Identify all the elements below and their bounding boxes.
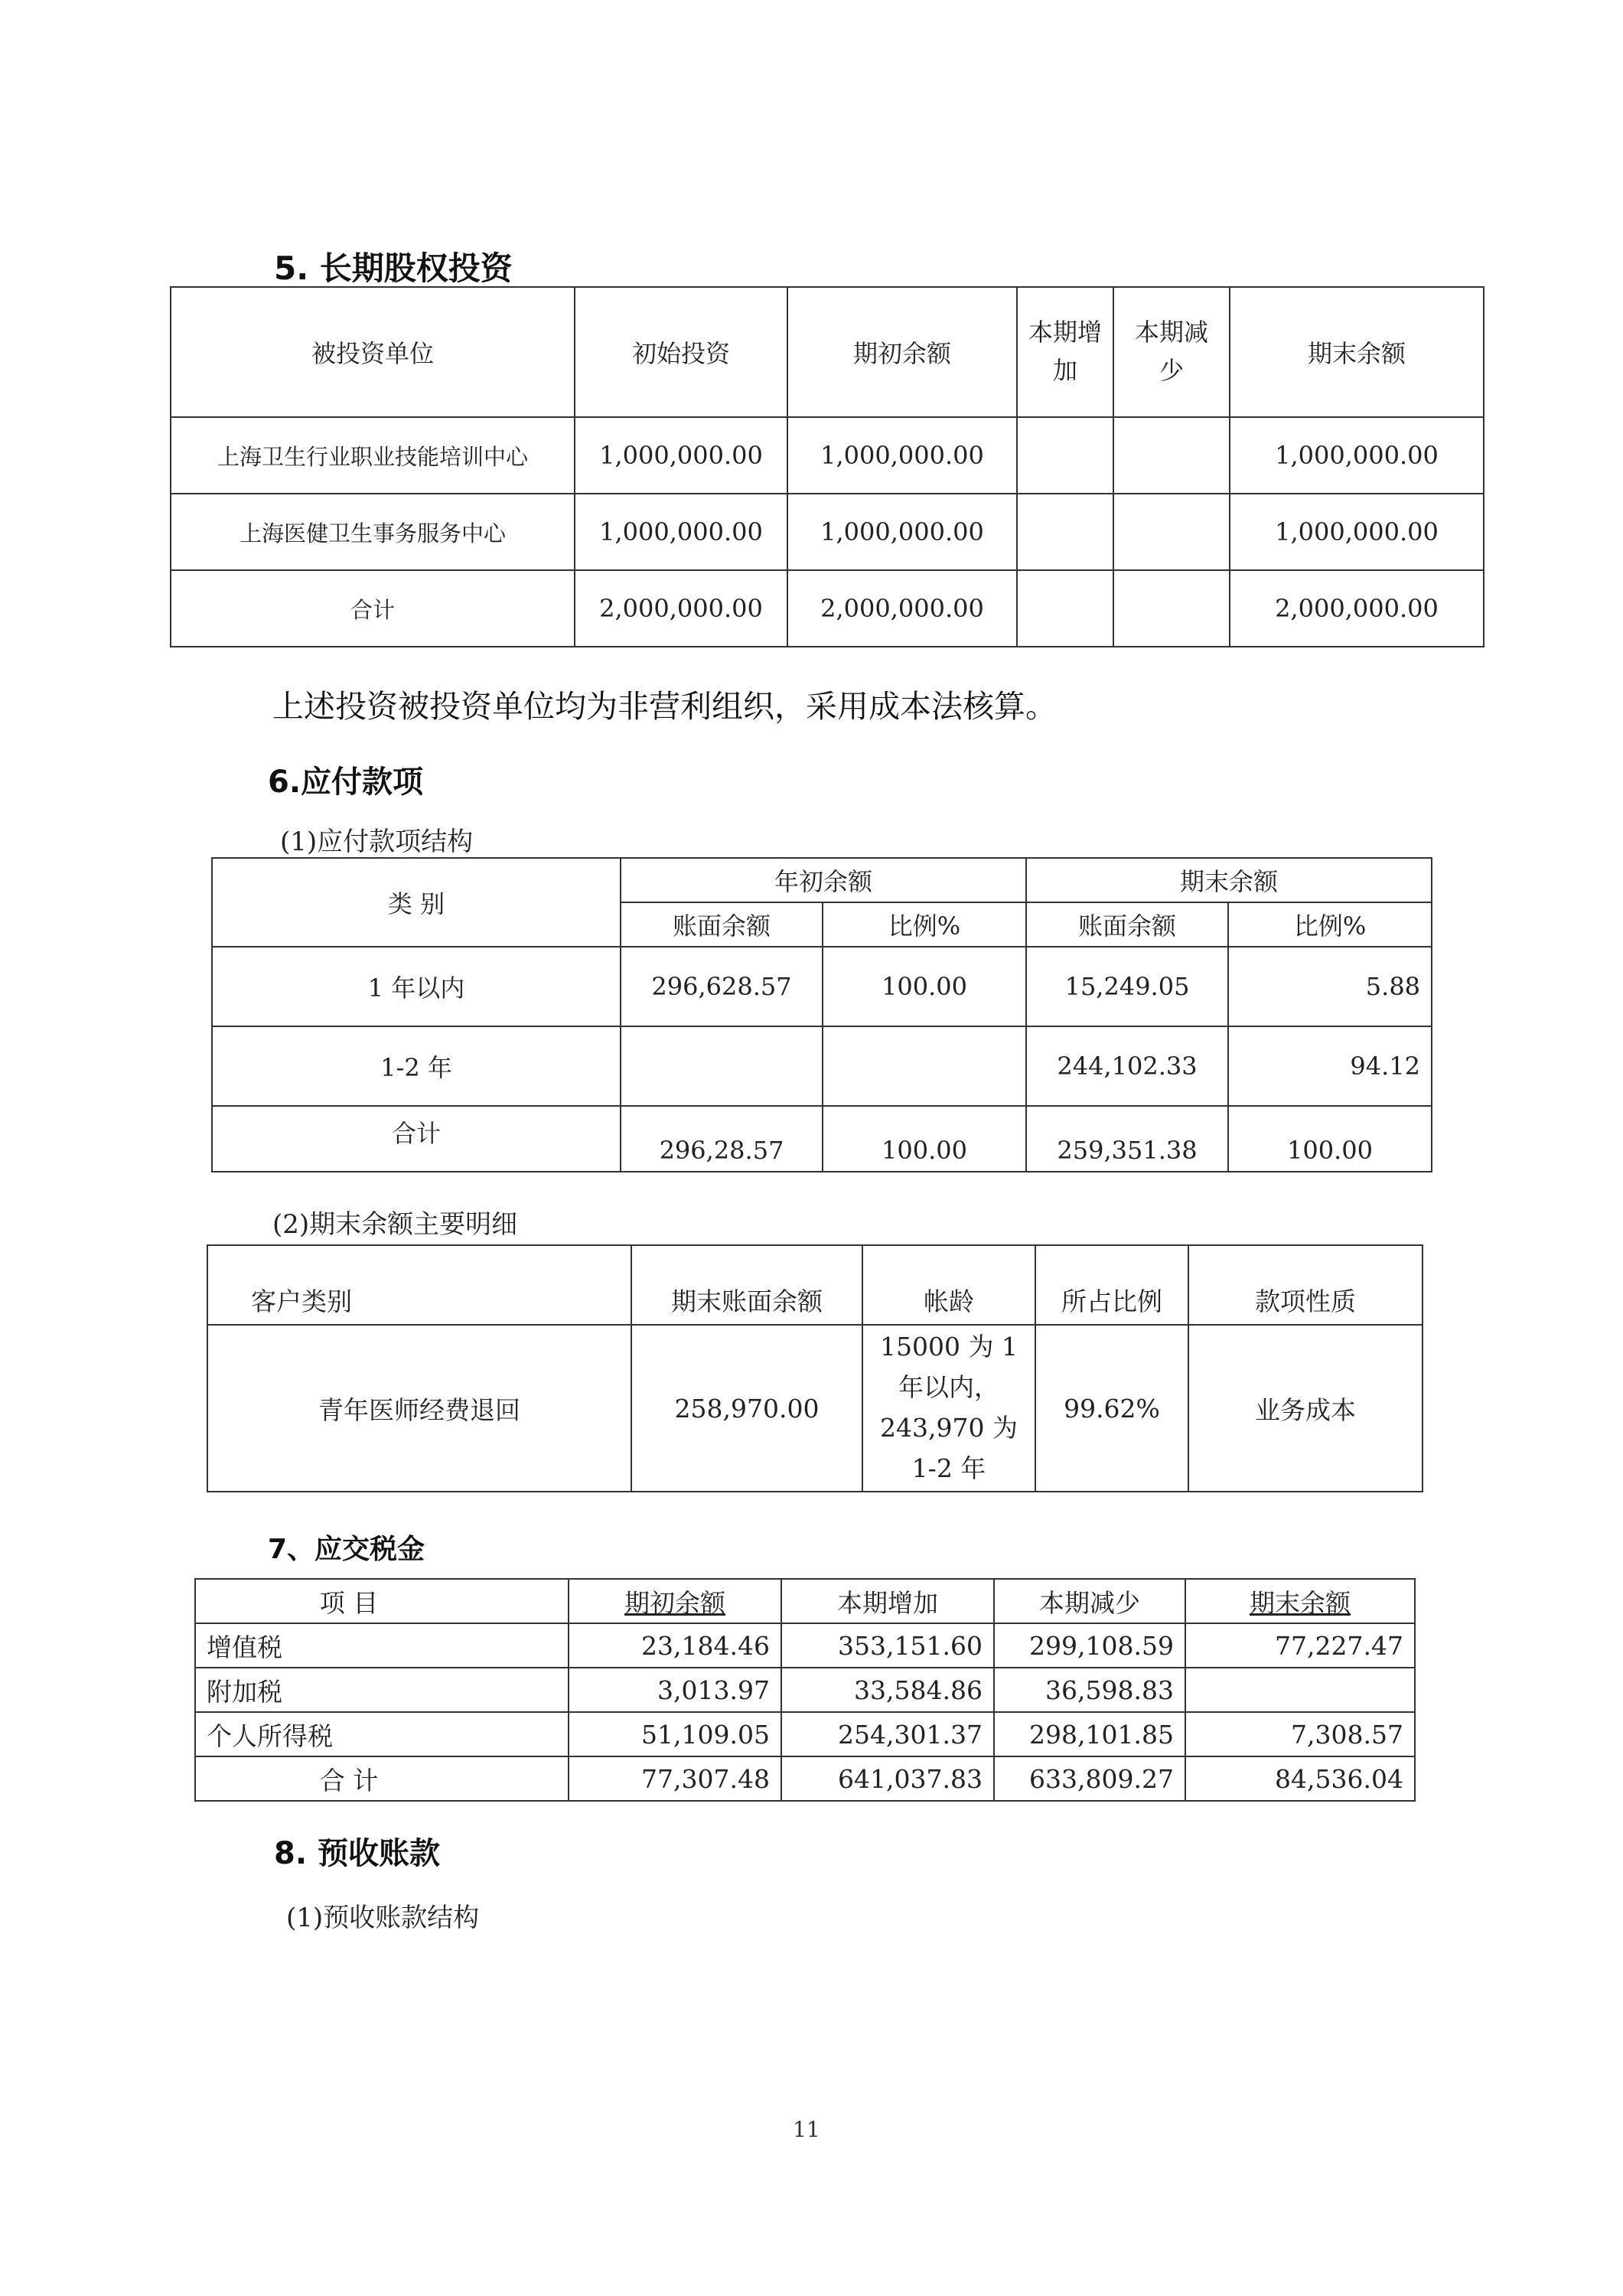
cell: 633,809.27 [994, 1756, 1185, 1801]
cell [1017, 494, 1113, 570]
cell: 23,184.46 [569, 1623, 781, 1668]
cell [1113, 570, 1230, 647]
cell: 3,013.97 [569, 1668, 781, 1712]
cell: 7,308.57 [1185, 1712, 1415, 1756]
header-cell: 比例% [1228, 902, 1432, 947]
section-6-heading: 6.应付款项 [268, 765, 424, 800]
table-header-row [212, 858, 1432, 902]
cell: 298,101.85 [994, 1712, 1185, 1756]
cell: 上海卫生行业职业技能培训中心 [171, 417, 575, 494]
header-cell: 本期增加 [1017, 287, 1113, 417]
cell: 5.88 [1228, 947, 1432, 1026]
header-cell: 本期增加 [781, 1579, 994, 1623]
cell: 33,584.86 [781, 1668, 994, 1712]
header-cell: 帐龄 [862, 1245, 1035, 1325]
table-row [212, 947, 1432, 1026]
header-cell: 项 目 [195, 1579, 569, 1623]
table-row [207, 1325, 1423, 1492]
cell: 15000 为 1 年以内，243,970 为 1-2 年 [862, 1325, 1035, 1492]
header-cell: 期末余额 [1185, 1579, 1415, 1623]
cell: 258,970.00 [631, 1325, 862, 1492]
taxes-payable-table [194, 1578, 1416, 1802]
header-cell: 期末账面余额 [631, 1245, 862, 1325]
table-header-row [195, 1579, 1415, 1623]
cell: 2,000,000.00 [575, 570, 787, 647]
cell [1017, 570, 1113, 647]
cell: 77,227.47 [1185, 1623, 1415, 1668]
cell: 100.00 [1228, 1106, 1432, 1172]
header-cell: 本期减少 [994, 1579, 1185, 1623]
cell: 1,000,000.00 [1230, 494, 1484, 570]
ending-balance-details-table [207, 1244, 1423, 1492]
table-header-row [171, 287, 1484, 417]
cell: 个人所得税 [195, 1712, 569, 1756]
cell: 1-2 年 [212, 1026, 621, 1106]
section-5-heading: 5. 长期股权投资 [274, 249, 513, 287]
cell: 36,598.83 [994, 1668, 1185, 1712]
cell: 641,037.83 [781, 1756, 994, 1801]
cell: 51,109.05 [569, 1712, 781, 1756]
header-cell: 期初余额 [787, 287, 1017, 417]
cell [823, 1026, 1026, 1106]
header-cell: 账面余额 [621, 902, 823, 947]
section-7-heading: 7、应交税金 [268, 1534, 425, 1565]
cell: 353,151.60 [781, 1623, 994, 1668]
cell: 上海医健卫生事务服务中心 [171, 494, 575, 570]
table-row [171, 417, 1484, 494]
cell: 254,301.37 [781, 1712, 994, 1756]
subsection-ending-balance-details: (2)期末余额主要明细 [272, 1209, 518, 1240]
cell: 15,249.05 [1026, 947, 1228, 1026]
cell [1113, 494, 1230, 570]
cell: 2,000,000.00 [1230, 570, 1484, 647]
header-cell: 期末余额 [1026, 858, 1432, 902]
cell: 94.12 [1228, 1026, 1432, 1106]
table-header-row [207, 1245, 1423, 1325]
investment-note: 上述投资被投资单位均为非营利组织，采用成本法核算。 [272, 688, 1057, 725]
cell: 1,000,000.00 [575, 494, 787, 570]
header-cell: 比例% [823, 902, 1026, 947]
header-cell: 账面余额 [1026, 902, 1228, 947]
cell: 1,000,000.00 [787, 494, 1017, 570]
subsection-payables-structure: (1)应付款项结构 [280, 827, 474, 857]
header-cell: 所占比例 [1035, 1245, 1188, 1325]
cell: 合计 [171, 570, 575, 647]
cell: 1 年以内 [212, 947, 621, 1026]
cell: 合计 [212, 1106, 621, 1172]
cell: 244,102.33 [1026, 1026, 1228, 1106]
cell: 1,000,000.00 [787, 417, 1017, 494]
payables-structure-table [211, 857, 1432, 1172]
header-cell: 被投资单位 [171, 287, 575, 417]
cell: 青年医师经费退回 [207, 1325, 631, 1492]
cell [1185, 1668, 1415, 1712]
cell: 77,307.48 [569, 1756, 781, 1801]
table-row [195, 1668, 1415, 1712]
cell [621, 1026, 823, 1106]
section-8-heading: 8. 预收账款 [274, 1836, 440, 1871]
table-row [171, 494, 1484, 570]
header-cell: 期初余额 [569, 1579, 781, 1623]
cell: 84,536.04 [1185, 1756, 1415, 1801]
cell: 296,28.57 [621, 1106, 823, 1172]
cell: 增值税 [195, 1623, 569, 1668]
header-cell: 本期减少 [1113, 287, 1230, 417]
long-term-equity-investment-table [170, 286, 1484, 647]
cell: 259,351.38 [1026, 1106, 1228, 1172]
cell [1017, 417, 1113, 494]
table-total-row [171, 570, 1484, 647]
subsection-advance-receipts-structure: (1)预收账款结构 [286, 1903, 480, 1933]
table-row [212, 1026, 1432, 1106]
cell: 业务成本 [1188, 1325, 1423, 1492]
header-cell: 客户类别 [207, 1245, 631, 1325]
cell: 299,108.59 [994, 1623, 1185, 1668]
header-cell: 初始投资 [575, 287, 787, 417]
cell: 296,628.57 [621, 947, 823, 1026]
header-cell: 期末余额 [1230, 287, 1484, 417]
header-cell: 类 别 [212, 858, 621, 947]
cell: 2,000,000.00 [787, 570, 1017, 647]
table-total-row [212, 1106, 1432, 1172]
table-total-row [195, 1756, 1415, 1801]
cell: 附加税 [195, 1668, 569, 1712]
table-row [195, 1712, 1415, 1756]
page-number: 11 [793, 2117, 820, 2142]
cell: 100.00 [823, 947, 1026, 1026]
cell: 合 计 [195, 1756, 569, 1801]
cell: 99.62% [1035, 1325, 1188, 1492]
header-cell: 年初余额 [621, 858, 1026, 902]
header-cell: 款项性质 [1188, 1245, 1423, 1325]
cell: 1,000,000.00 [1230, 417, 1484, 494]
cell: 1,000,000.00 [575, 417, 787, 494]
cell: 100.00 [823, 1106, 1026, 1172]
cell [1113, 417, 1230, 494]
table-row [195, 1623, 1415, 1668]
